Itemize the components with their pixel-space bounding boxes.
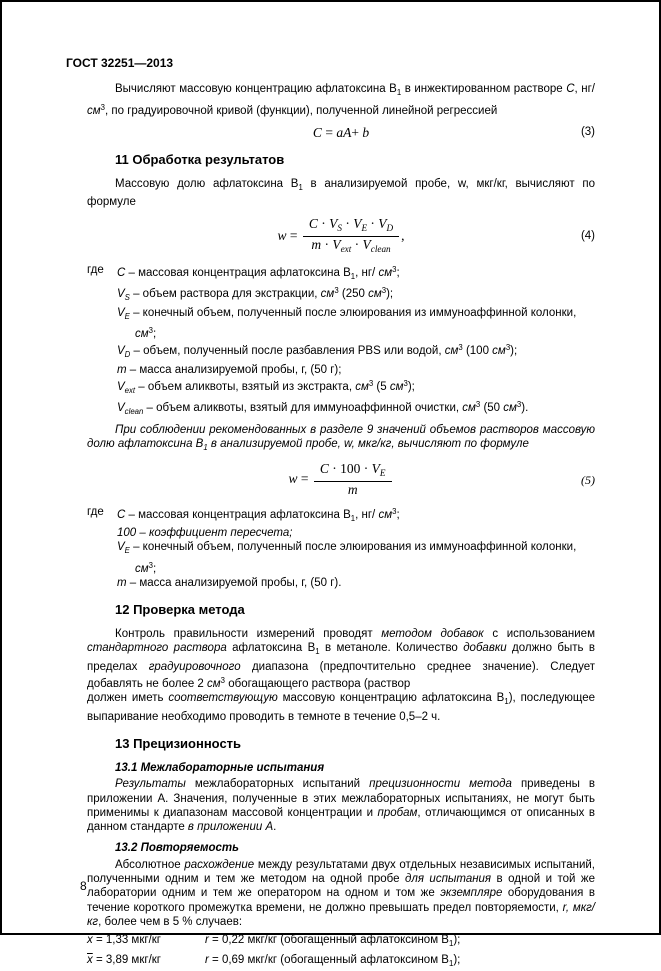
formula-3-body: С = аА+ b <box>312 124 370 140</box>
document-header: ГОСТ 32251—2013 <box>66 56 174 70</box>
definition-item: 100 – коэффициент пересчета; <box>117 526 293 539</box>
subsection-13-1-heading: 13.1 Межлабораторные испытания <box>115 761 325 774</box>
definition-item: m – масса анализируемой пробы, г, (50 г). <box>117 576 342 589</box>
result-row <box>87 933 595 951</box>
formula-3-number: (3) <box>580 126 595 139</box>
section-11-heading: 11 Обработка результатов <box>115 151 285 167</box>
repeatability-value: r = 0,69 мкг/кг (обогащенный афлатоксином $В_1$); <box>205 953 461 968</box>
where-list-1 <box>87 263 595 419</box>
section-11-note: При соблюдении рекомендованных в разделе 9 значений объемов растворов массовую долю афлатоксина $В_1$ в анализируемой пробе, w, мкг/кг, вычисляют по формуле <box>87 423 595 452</box>
formula-4-suffix: , <box>401 227 405 243</box>
definition-item: С – массовая концентрация афлатоксина $В_1$, нг/ $см^3$; <box>117 265 400 282</box>
formula-5 <box>87 462 595 498</box>
repeatability-value: r = 0,22 мкг/кг (обогащенный афлатоксином $В_1$); <box>205 934 461 949</box>
formula-4-lhs: w = <box>277 227 301 243</box>
subsection-13-2-paragraph: Абсолютное расхождение между результатами двух отдельных независимых испытаний, полученными одним и тем же методом на одной пробе для испытания в одной и той же лаборатории одним и тем же оператором на одном и том же экземпляре оборудования в течение короткого промежутка времени, не должно превышать предел повторяемости, r, мкг/кг, более чем в 5 % случаев: <box>87 858 596 928</box>
formula-3 <box>87 125 595 140</box>
definition-item: $V_S$ – объем раствора для экстракции, $см^3$ (250 $см^3$); <box>117 286 394 303</box>
formula-5-lhs: w = <box>288 470 312 486</box>
formula-4-body <box>277 217 404 257</box>
fraction-numerator: $C \cdot V_S \cdot V_E \cdot V_D$ <box>303 217 399 237</box>
definition-item: $V_D$ – объем, полученный после разбавления PBS или водой, $см^3$ (100 $см^3$); <box>117 343 518 360</box>
x-mean-value: $\overline{x} = 3,89$ мкг/кг <box>87 953 161 966</box>
section-13-heading: 13 Прецизионность <box>115 735 242 751</box>
fraction-numerator: $C \cdot 100 \cdot V_E$ <box>314 462 392 482</box>
fraction <box>303 217 399 257</box>
page-number: 8 <box>80 878 87 893</box>
definitions <box>117 263 595 419</box>
formula-5-body <box>288 462 393 498</box>
section-12-heading: 12 Проверка метода <box>115 602 245 618</box>
where-label: где <box>87 264 104 277</box>
definition-item: $V_E$ – конечный объем, полученный после элюирования из иммуноаффинной колонки, $см^3$; <box>117 306 577 341</box>
section-12-paragraph-continued: должен иметь соответствующую массовую концентрацию афлатоксина $В_1$), последующее выпаривание необходимо проводить в темноте в течение 0,5–2 ч. <box>87 692 596 723</box>
fraction-denominator: m <box>347 482 358 498</box>
where-label: где <box>87 505 104 518</box>
fraction-denominator: $m \cdot V_{ext} \cdot V_{clean}$ <box>311 236 391 254</box>
definition-item: С – массовая концентрация афлатоксина $В_1$, нг/ $см^3$; <box>117 506 400 523</box>
formula-4-number: (4) <box>580 230 595 243</box>
where-list-2 <box>87 505 595 590</box>
definition-item: m – масса анализируемой пробы, г, (50 г); <box>117 363 342 376</box>
formula-4 <box>87 217 595 257</box>
fraction <box>314 462 392 498</box>
section-11-intro: Массовую долю афлатоксина $В_1$ в анализируемой пробе, w, мкг/кг, вычисляют по формуле <box>87 177 595 209</box>
definition-item: $V_{ext}$ – объем аликвоты, взятый из экстракта, $см^3$ (5 $см^3$); <box>117 378 415 395</box>
formula-5-number: (5) <box>581 472 595 487</box>
definitions <box>117 505 595 590</box>
intro-paragraph: Вычисляют массовую концентрацию афлатоксина $В_1$ в инжектированном растворе С, нг/ $см^3$, по градуировочной кривой (функции), полученной линейной регрессией <box>87 83 595 117</box>
x-mean-value: $\overline{x} = 1,33$ мкг/кг <box>87 934 161 947</box>
subsection-13-1-paragraph: Результаты межлабораторных испытаний прецизионности метода приведены в приложении А. Значения, полученные в этих межлабораторных испытаниях, не могут быть применимы к диапазонам массовой концентрации и пробам, отличающимся от описанных в данном стандарте в приложении А. <box>87 778 595 834</box>
definition-item: $V_{clean}$ – объем аликвоты, взятый для иммуноаффинной очистки, $см^3$ (50 $см^3$). <box>117 400 529 417</box>
subsection-13-2-heading: 13.2 Повторяемость <box>115 842 239 855</box>
definition-item: $V_E$ – конечный объем, полученный после элюирования из иммуноаффинной колонки, $см^3$; <box>117 541 577 575</box>
result-row <box>87 953 595 971</box>
section-12-paragraph: Контроль правильности измерений проводят методом добавок с использованием стандартного раствора афлатоксина $В_1$ в метаноле. Количество добавки должно быть в пределах градуировочного диапазона (предпочтительно среднее значение). Следует добавлять не более 2 $см^3$ обогащающего раствора (раствор <box>87 628 595 691</box>
repeatability-results <box>87 933 595 971</box>
